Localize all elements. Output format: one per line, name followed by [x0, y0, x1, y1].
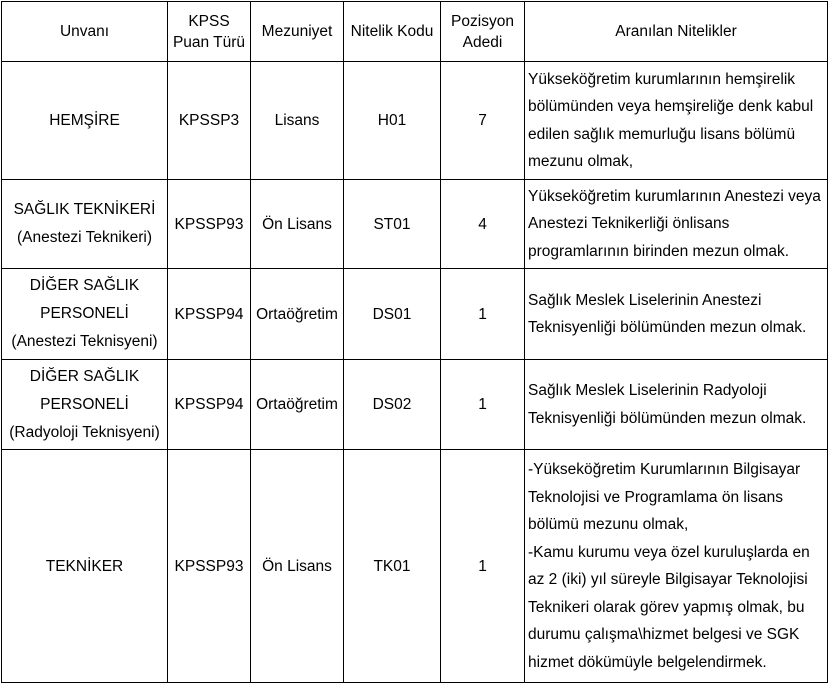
table-row [2, 269, 828, 360]
header-nitelikler: Aranılan Nitelikler [525, 2, 828, 62]
nitelik-line: programlarının birinden mezun olmak. [528, 242, 790, 260]
unvan-cell [2, 269, 168, 360]
kpss-cell: KPSSP93 [168, 180, 251, 269]
nitelik-line: Teknikeri olarak görev yapmış olmak, bu [528, 598, 805, 616]
mezuniyet-cell: Ön Lisans [251, 180, 344, 269]
nitelik-line: bölümünden veya hemşireliğe denk kabul [528, 98, 814, 115]
nitelik-line: Sağlık Meslek Liselerinin Radyoloji [528, 382, 767, 399]
nitelik-line: az 2 (iki) yıl süreyle Bilgisayar Teknolojisi [528, 571, 808, 588]
nitelik-cell [525, 180, 828, 269]
kod-cell: H01 [344, 62, 441, 180]
nitelik-line: Yükseköğretim kurumlarının hemşirelik [528, 70, 796, 88]
adet-cell: 7 [441, 62, 525, 180]
nitelik-line: Yükseköğretim kurumlarının Anestezi veya [528, 187, 821, 205]
adet-cell: 1 [441, 450, 525, 683]
unvan-line: PERSONELİ [40, 395, 129, 413]
mezuniyet-cell: Ortaöğretim [251, 360, 344, 450]
nitelik-line: durumu çalışma\hizmet belgesi ve SGK [528, 626, 800, 643]
nitelik-line: bölümü mezunu olmak, [528, 516, 689, 533]
adet-cell: 4 [441, 180, 525, 269]
header-unvan: Unvanı [2, 2, 168, 62]
kod-cell: DS02 [344, 360, 441, 450]
nitelik-line: edilen sağlık memurluğu lisans bölümü [528, 125, 796, 143]
header-pozisyon-line: Adedi [462, 33, 503, 51]
header-nitelik-kodu: Nitelik Kodu [344, 2, 441, 62]
nitelik-line: -Kamu kurumu veya özel kuruluşlarda en [528, 543, 810, 561]
unvan-cell [2, 180, 168, 269]
unvan-line: (Anestezi Teknikeri) [17, 229, 152, 246]
nitelik-cell [525, 62, 828, 180]
unvan-line: (Anestezi Teknisyeni) [11, 333, 158, 350]
header-kpss-line: Puan Türü [172, 33, 246, 51]
adet-cell: 1 [441, 269, 525, 360]
kod-cell: DS01 [344, 269, 441, 360]
unvan-line: (Radyoloji Teknisyeni) [9, 423, 160, 441]
mezuniyet-cell: Ön Lisans [251, 450, 344, 683]
kod-cell: TK01 [344, 450, 441, 683]
nitelik-line: Anestezi Teknikerliği önlisans [528, 215, 730, 233]
unvan-cell [2, 450, 168, 683]
header-kpss-line: KPSS [188, 12, 230, 30]
table-row [2, 180, 828, 269]
nitelik-line: -Yükseköğretim Kurumlarının Bilgisayar [528, 461, 801, 478]
adet-cell: 1 [441, 360, 525, 450]
nitelik-line: Teknolojisi ve Programlama ön lisans [528, 488, 784, 506]
nitelik-line: Sağlık Meslek Liselerinin Anestezi [528, 291, 762, 309]
kpss-cell: KPSSP94 [168, 360, 251, 450]
kod-cell: ST01 [344, 180, 441, 269]
table-row [2, 450, 828, 683]
header-kpss [168, 2, 251, 62]
header-pozisyon-line: Pozisyon [451, 12, 514, 30]
unvan-cell [2, 360, 168, 450]
nitelik-line: mezunu olmak, [528, 153, 634, 170]
mezuniyet-cell: Ortaöğretim [251, 269, 344, 360]
unvan-line: DİĞER SAĞLIK [29, 367, 140, 385]
mezuniyet-cell: Lisans [251, 62, 344, 180]
nitelik-line: hizmet dökümüyle belgelendirmek. [528, 653, 767, 671]
unvan-line: DİĞER SAĞLIK [29, 277, 140, 294]
table-row [2, 360, 828, 450]
unvan-cell [2, 62, 168, 180]
kpss-cell: KPSSP3 [168, 62, 251, 180]
header-mezuniyet: Mezuniyet [251, 2, 344, 62]
kpss-cell: KPSSP94 [168, 269, 251, 360]
positions-table [1, 1, 828, 683]
table-row [2, 62, 828, 180]
kpss-cell: KPSSP93 [168, 450, 251, 683]
nitelik-cell [525, 360, 828, 450]
header-row [2, 2, 828, 62]
nitelik-line: Teknisyenliği bölümünden mezun olmak. [528, 409, 807, 427]
nitelik-cell [525, 269, 828, 360]
nitelik-line: Teknisyenliği bölümünden mezun olmak. [528, 319, 807, 336]
unvan-line: HEMŞİRE [49, 112, 120, 129]
nitelik-cell [525, 450, 828, 683]
unvan-line: PERSONELİ [40, 305, 129, 322]
unvan-line: TEKNİKER [45, 557, 124, 575]
unvan-line: SAĞLIK TEKNİKERİ [13, 201, 156, 218]
header-pozisyon [441, 2, 525, 62]
